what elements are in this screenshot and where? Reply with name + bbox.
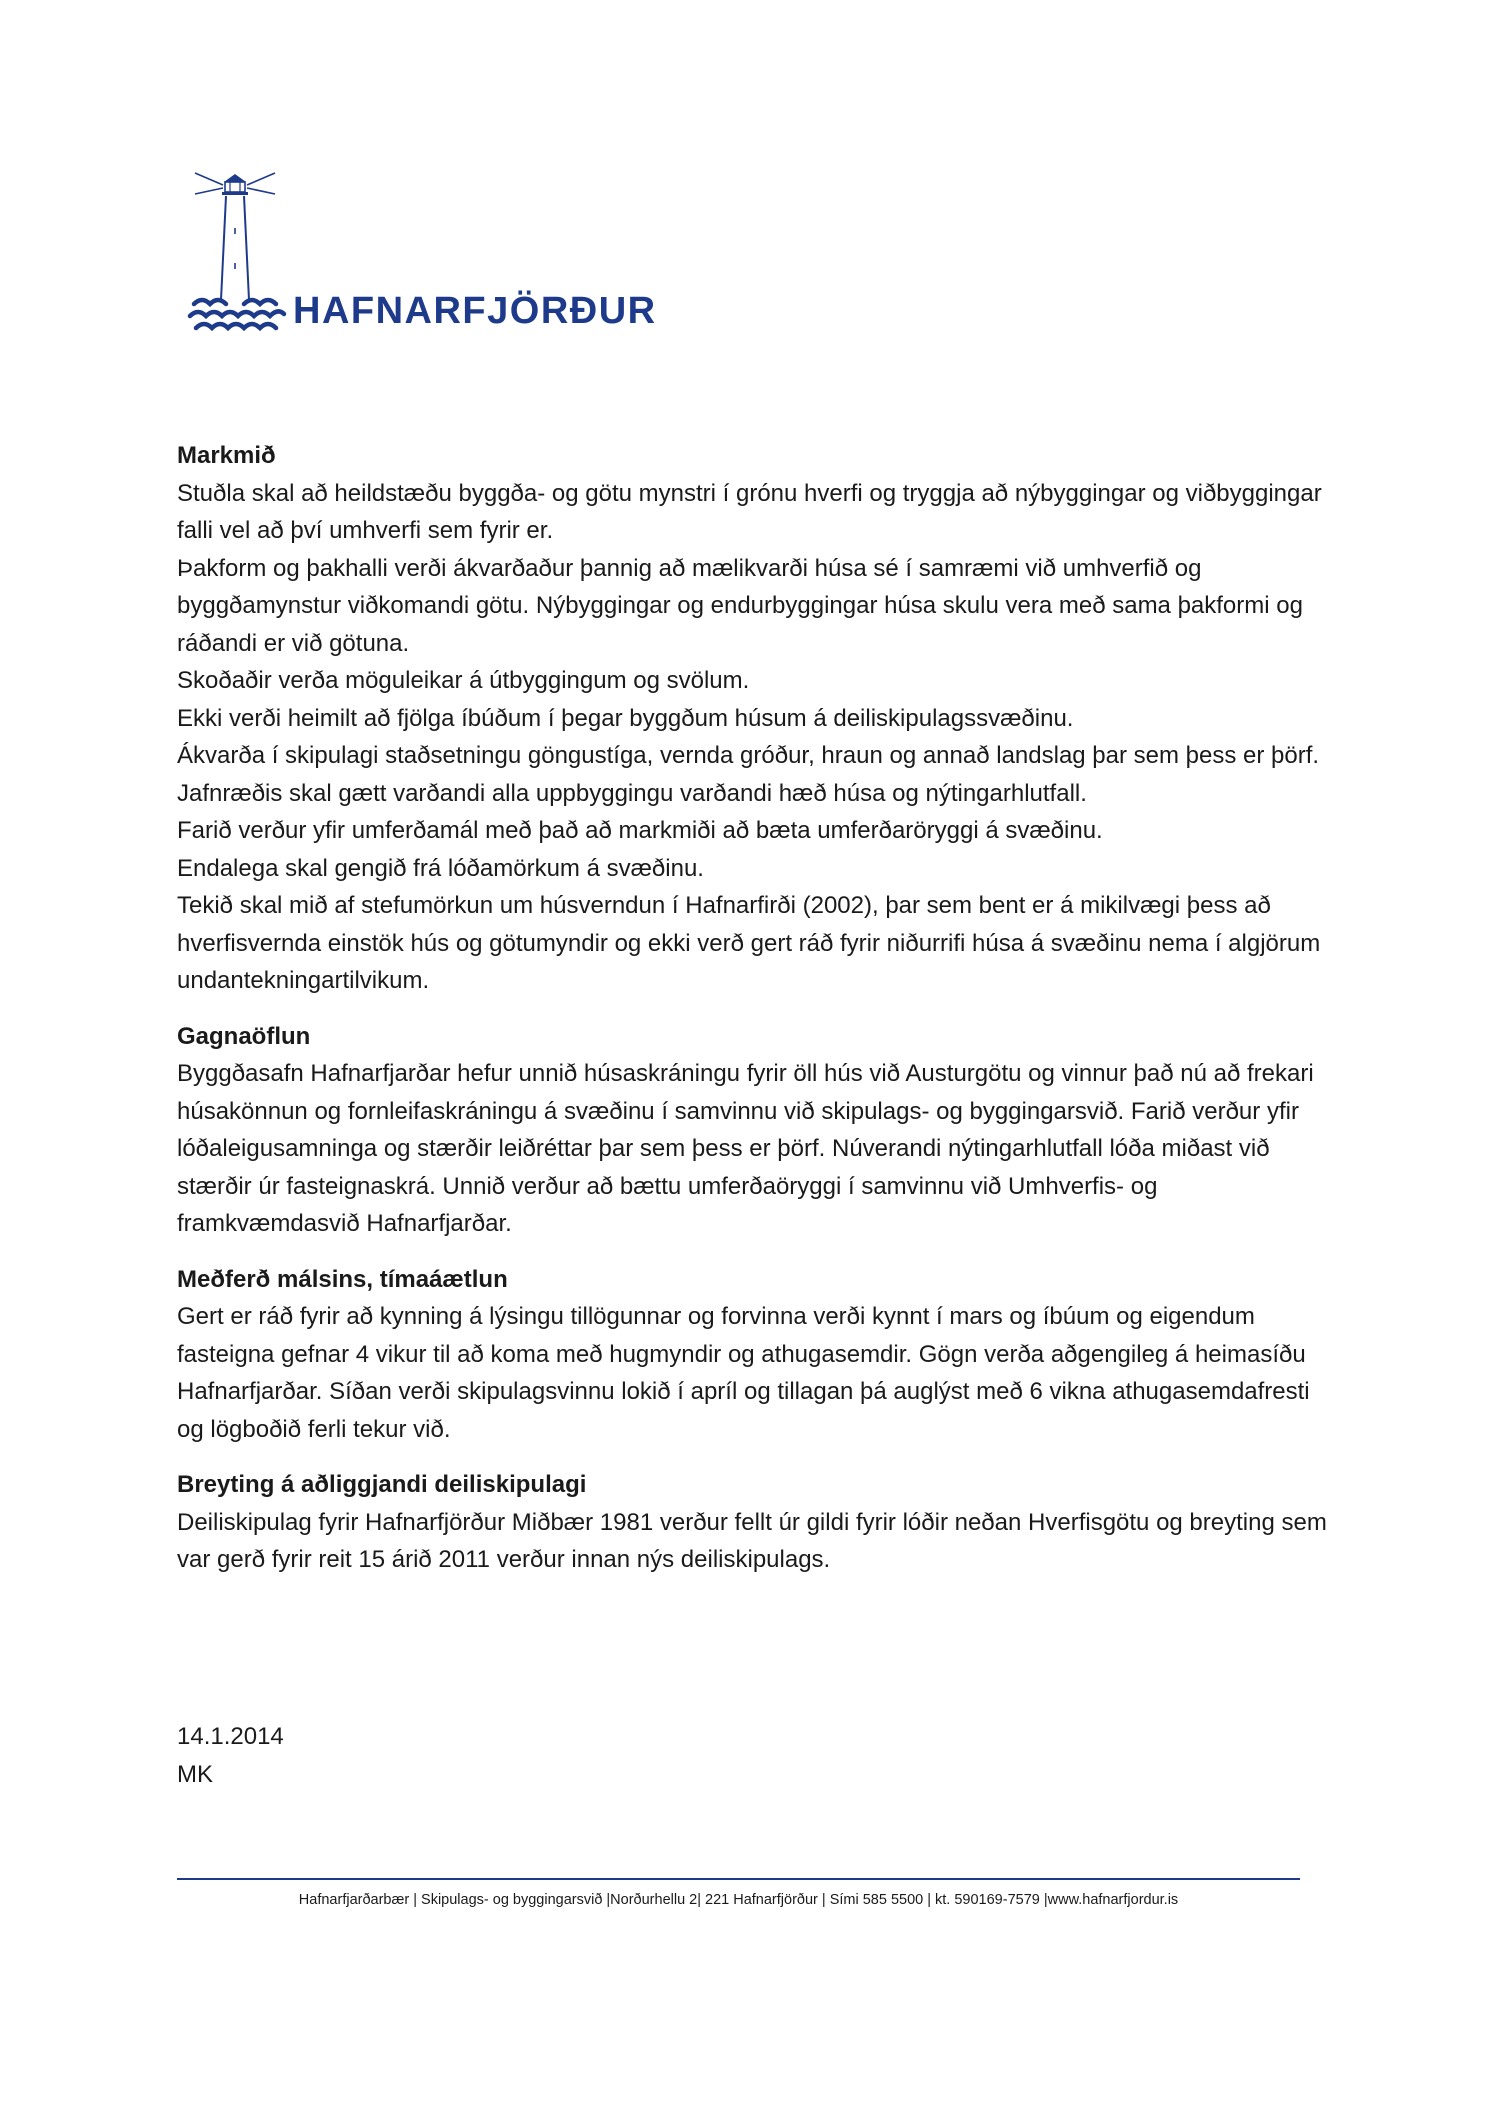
author-initials: MK (177, 1760, 213, 1788)
footer-divider (177, 1878, 1300, 1880)
paragraph: Gert er ráð fyrir að kynning á lýsingu tillögunnar og forvinna verði kynnt í mars og íbúum og eigendum fasteigna gefnar 4 vikur til að koma með hugmyndir og athugasemdir. Gögn verða aðgengileg á heimasíðu Hafnarfjarðar. Síðan verði skipulagsvinnu lokið í apríl og tillagan þá auglýst með 6 vikna athugasemdafresti og lögboðið ferli tekur við. (177, 1303, 1310, 1443)
section-gagnaoflun (177, 1018, 1327, 1243)
section-markmid (177, 437, 1327, 1000)
paragraph: Ákvarða í skipulagi staðsetningu göngustíga, vernda gróður, hraun og annað landslag þar sem þess er þörf. (177, 742, 1320, 769)
signature-block (177, 1718, 284, 1793)
paragraph: Endalega skal gengið frá lóðamörkum á svæðinu. (177, 854, 704, 882)
section-title: Meðferð málsins, tímaáætlun (177, 1265, 508, 1293)
paragraph: Skoðaðir verða möguleikar á útbyggingum og svölum. (177, 667, 750, 694)
section-breyting (177, 1466, 1327, 1579)
logo (180, 168, 700, 338)
document-date: 14.1.2014 (177, 1723, 284, 1750)
paragraph: Tekið skal mið af stefumörkun um húsverndun í Hafnarfirði (2002), þar sem bent er á mikilvægi þess að hverfisvernda einstök hús og götumyndir og ekki verð gert ráð fyrir niðurrifi húsa á svæðinu nema í algjörum undantekningartilvikum. (177, 892, 1321, 994)
section-title: Breyting á aðliggjandi deiliskipulagi (177, 1471, 587, 1498)
paragraph: Jafnræðis skal gætt varðandi alla uppbyggingu varðandi hæð húsa og nýtingarhlutfall. (177, 779, 1087, 807)
paragraph: Deiliskipulag fyrir Hafnarfjörður Miðbær 1981 verður fellt úr gildi fyrir lóðir neðan Hverfisgötu og breyting sem var gerð fyrir reit 15 árið 2011 verður innan nýs deiliskipulags. (177, 1508, 1327, 1573)
section-medferd (177, 1261, 1327, 1449)
footer-text: Hafnarfjarðarbær | Skipulags- og byggingarsvið |Norðurhellu 2| 221 Hafnarfjörður | Sími 585 5500 | kt. 590169-7579 |www.hafnarfjordur.is (298, 1892, 1179, 1908)
lighthouse-icon (180, 168, 290, 338)
paragraph: Stuðla skal að heildstæðu byggða- og götu mynstri í grónu hverfi og tryggja að nýbyggingar og viðbyggingar falli vel að því umhverfi sem fyrir er. (177, 479, 1322, 544)
paragraph: Ekki verði heimilt að fjölga íbúðum í þegar byggðum húsum á deiliskipulagssvæðinu. (177, 704, 1074, 732)
paragraph: Farið verður yfir umferðamál með það að markmiði að bæta umferðaröryggi á svæðinu. (177, 817, 1103, 844)
paragraph: Byggðasafn Hafnarfjarðar hefur unnið húsaskráningu fyrir öll hús við Austurgötu og vinnur það nú að frekari húsakönnun og fornleifaskráningu á svæðinu í samvinnu við skipulags- og byggingarsvið. Farið verður yfir lóðaleigusamninga og stærðir leiðréttar þar sem þess er þörf. Núverandi nýtingarhlutfall lóða miðast við stærðir úr fasteignaskrá. Unnið verður að bættu umferðaöryggi í samvinnu við Umhverfis- og framkvæmdasvið Hafnarfjarðar. (177, 1060, 1314, 1237)
section-title: Gagnaöflun (177, 1022, 311, 1050)
paragraph: Þakform og þakhalli verði ákvarðaður þannig að mælikvarði húsa sé í samræmi við umhverfið og byggðamynstur viðkomandi götu. Nýbyggingar og endurbyggingar húsa skulu vera með sama þakformi og ráðandi er við götuna. (177, 554, 1303, 657)
logo-text: HAFNARFJÖRÐUR (293, 290, 657, 332)
document-body (177, 437, 1327, 1579)
section-title: Markmið (177, 442, 276, 469)
